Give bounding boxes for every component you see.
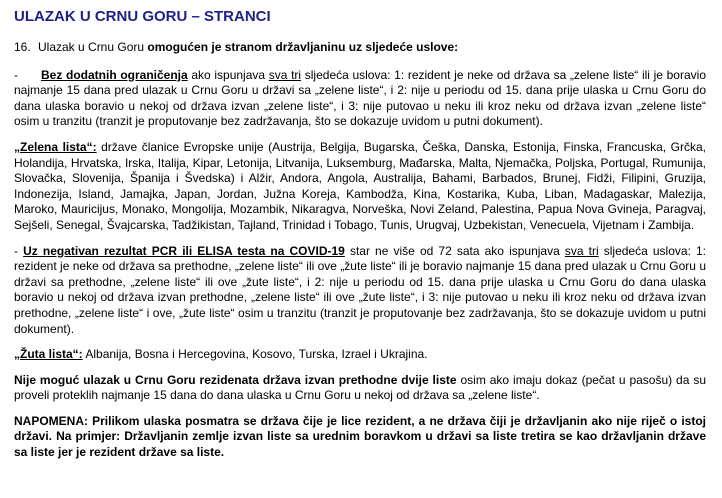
document-body <box>14 8 706 473</box>
yellow-list-label: „Žuta lista“: <box>14 347 83 362</box>
section-negative-test <box>14 244 706 338</box>
section1-all-three: sva tri <box>268 67 302 82</box>
no-entry-paragraph <box>14 373 706 404</box>
intro-text: Ulazak u Crnu Goru <box>38 40 148 54</box>
section2-text-a: star ne više od 72 sata ako ispunjava <box>344 243 565 258</box>
note-paragraph: NAPOMENA: Prilikom ulaska posmatra se država čije je lice rezident, a ne država čiji je državljanin ako nije riječ o istoj državi. Na primjer: Državljanin zemlje izvan liste sa urednim boravkom u državi sa liste tretira se kao državljanin države sa liste jer je rezident države sa liste. <box>14 413 706 460</box>
section1-text-b: sljedeća uslova: 1: rezident je neke od država sa „zelene liste“ ili je boravio najmanje 15 dana pred ulazak u Crnu Goru u državi sa „zelene liste“, i 2: nije u periodu od 15. dana prije ulaska u Crnu Goru do dana ulaska boravio u nekoj od država izvan „zelene liste“, i 3: nije putovao u neku ili kroz neku od država izvan „zelene liste“ osim u tranzitu (tranzit je proputovanje bez zadržavanja, što se dokazuje uvidom u putni dokument). <box>14 67 706 129</box>
bullet-dash: - <box>14 243 24 258</box>
no-entry-bold: Nije moguć ulazak u Crnu Goru rezidenata država izvan prethodne dvije liste <box>14 372 457 387</box>
green-list-paragraph <box>14 140 706 234</box>
section-title-negative-test: Uz negativan rezultat PCR ili ELISA testa na COVID-19 <box>23 243 345 258</box>
intro-bold-text: omogućen je stranom državljaninu uz sljedeće uslove: <box>147 40 459 54</box>
section2-text-b: sljedeća uslova: 1: rezident je neke od država sa prethodne, „zelene liste“ ili ove „žute liste“ ili je boravio najmanje 15 dana pred ulazak u Crnu Goru u državi sa prethodne, „zelene liste“ ili ove „žute liste“, i 2: nije u periodu od 15. dana prije ulaska u Crnu Goru do dana ulaska boravio u nekoj od država izvan prethodne, „zelene liste“ ili ove „žute liste“, i 3: nije putovao u neku ili kroz neku od država izvan prethodne, „zelene liste“ i ove, „žute liste“ osim u tranzitu (tranzit je proputovanje bez zadržavanja, što se dokazuje uvidom u putni dokument). <box>14 243 707 336</box>
no-entry-text: osim ako imaju dokaz (pečat u pasošu) da su proveli proteklih najmanje 15 dana do dana ulaska u Crnu Goru u nekoj od država sa „zelene liste“. <box>14 372 706 403</box>
yellow-list-paragraph <box>14 347 706 363</box>
green-list-label: „Zelena lista“: <box>14 139 97 154</box>
page-title: ULAZAK U CRNU GORU – STRANCI <box>14 8 271 25</box>
section2-all-three: sva tri <box>564 243 599 258</box>
bullet-dash: - <box>14 67 18 82</box>
section-no-restrictions <box>14 68 706 130</box>
section-title-no-restrictions: Bez dodatnih ograničenja <box>41 67 188 82</box>
green-list-countries: države članice Evropske unije (Austrija, Belgija, Bugarska, Češka, Danska, Estonija, Finska, Francuska, Grčka, Holandija, Hrvatska, Irska, Italija, Kipar, Letonija, Litvanija, Luksemburg, Mađarska, Malta, Njemačka, Poljska, Portugal, Rumunija, Slovačka, Slovenija, Španija i Švedska) i Alžir, Andora, Angola, Australija, Bahami, Barbados, Brunej, Fidži, Filipini, Gruzija, Indonezija, Island, Jamajka, Japan, Jordan, Južna Koreja, Kambodža, Kina, Kostarika, Kuba, Liban, Madagaskar, Malezija, Maroko, Mauricijus, Monako, Mongolija, Mozambik, Nikaragva, Norveška, Novi Zeland, Palestina, Papua Nova Gvineja, Paragvaj, Sejšeli, Senegal, Švajcarska, Tadžikistan, Tajland, Trinidad i Tobago, Tunis, Urugvaj, Uzbekistan, Venecuela, Vijetnam i Zambija. <box>14 139 706 232</box>
item-number: 16. <box>14 40 31 54</box>
intro-paragraph <box>14 40 706 56</box>
section1-text-a: ako ispunjava <box>187 67 269 82</box>
yellow-list-countries: Albanija, Bosna i Hercegovina, Kosovo, Turska, Izrael i Ukrajina. <box>82 347 428 362</box>
